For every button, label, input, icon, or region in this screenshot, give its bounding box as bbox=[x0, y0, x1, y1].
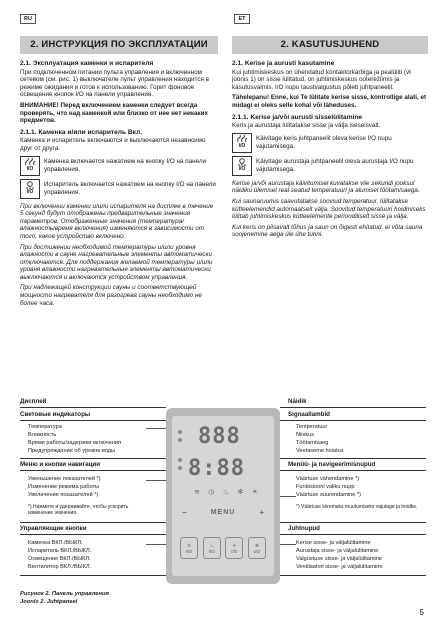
heater-io-row-et bbox=[232, 133, 428, 153]
paragraph-ru-1: При подключенном питании пульта управления и включенном сетевом (см. рис. 1) выключателе пульт управления находится в режиме ожидания и готов к использованию. Горит фоновое освещение кнопок I/O на панели управления. bbox=[20, 68, 210, 99]
label-indicators-ru: Световые индикаторы bbox=[20, 411, 91, 418]
steamer-io-text-ru: Испаритель включается нажатием на кнопку I/O на панели управления. bbox=[44, 180, 216, 196]
note-ru: *) Нажмите и удерживайте, чтобы ускорить изменение значения. bbox=[28, 504, 129, 517]
italic-et-2: Kui saunaruumis saavutatakse sooviud temperatuur, lülitatakse kütteelemendid automaatselt välja. Soovitud temperatuuri hoidmiseks lülitab juhtimiskeskus kütteelemente perioodiliselt sisse ja välja. bbox=[232, 197, 426, 221]
divider bbox=[280, 420, 426, 421]
control-panel-face bbox=[172, 416, 274, 576]
italic-ru-1: При включении каменки и/или испарителя на дисплее в течение 5 секунд будут отображены предварительные значения параметров. Отображенные значения (температура/влажность/время включения) изменяются в зависимости от того, какое устройство включено. bbox=[20, 202, 214, 240]
divider bbox=[280, 575, 426, 576]
divider bbox=[20, 575, 166, 576]
label-nav-et: Menüü- ja navigeerimisnupud bbox=[288, 461, 376, 468]
control-panel-figure bbox=[20, 394, 426, 586]
control-panel bbox=[166, 408, 280, 584]
divider bbox=[20, 470, 166, 471]
warning-et: Tähelepanu! Enne, kui Te lülitate kerise sisse, kontrollige alati, et midagi ei oleks selle kohal või läheduses. bbox=[232, 94, 427, 109]
heater-mode-icon: ≋ bbox=[194, 489, 200, 496]
divider bbox=[280, 522, 426, 523]
divider bbox=[280, 458, 426, 459]
steamer-io-icon: I/O bbox=[20, 179, 40, 199]
heater-icon: ≋ bbox=[187, 542, 191, 548]
nav-et-2: Väärtuse suurendamine *) bbox=[296, 492, 361, 498]
label-controls-ru: Управляющие кнопки bbox=[20, 525, 87, 532]
ind-et-0: Temperatuur bbox=[296, 424, 328, 430]
ind-et-3: Veetaseme hoiatus bbox=[296, 448, 344, 454]
figure-caption-et: Joonis 2. Juhtpaneel bbox=[20, 599, 78, 605]
display-top: 888 bbox=[198, 424, 241, 449]
ctrl-et-0: Kerise sisse- ja väljalülitamine bbox=[296, 540, 371, 546]
heading-2-1-et: 2.1. Kerise ja aurusti kasutamine bbox=[232, 60, 335, 67]
label-nav-ru: Меню и кнопки навигации bbox=[20, 461, 101, 468]
ctrl-ru-2: Освещение ВКЛ./ВЫКЛ. bbox=[28, 556, 91, 562]
lang-tag-ru: RU bbox=[20, 14, 36, 24]
divider bbox=[280, 534, 426, 535]
light-icon: ☀ bbox=[232, 542, 237, 548]
water-warning-indicator-icon bbox=[178, 466, 182, 470]
ctrl-et-1: Aurustaja sisse- ja väljalülitamine bbox=[296, 548, 379, 554]
steamer-onoff-button[interactable]: ♨ I/O bbox=[203, 537, 221, 559]
display-bottom: 8:88 bbox=[188, 456, 245, 481]
nav-et-1: Funktsiooni valiku nupp bbox=[296, 484, 355, 490]
italic-et-1: Kerise ja/või aurustaja käivitumisel kuvatakse viie sekundi jooksul näidiku ülemisel real seatud temperatuuri ja alumisel töötamisaega. bbox=[232, 179, 420, 195]
paragraph-ru-2: Каменка и испаритель включаются и выключаются независимо друг от друга. bbox=[20, 137, 206, 152]
divider bbox=[20, 534, 166, 535]
ind-ru-3: Предупреждение об уровне воды bbox=[28, 448, 116, 454]
nav-et-0: Väärtuse vähendamine *) bbox=[296, 476, 360, 482]
heater-onoff-button[interactable]: ≋ I/O bbox=[180, 537, 198, 559]
temperature-indicator-icon bbox=[178, 430, 182, 434]
warning-ru: ВНИМАНИЕ! Перед включением каменки следует всегда проверять, что над каменкой или близко от нее нет никаких предметов. bbox=[20, 101, 209, 125]
ctrl-ru-3: Вентилятор ВКЛ./ВЫКЛ. bbox=[28, 564, 92, 570]
steamer-mode-icon: ♨ bbox=[222, 489, 230, 496]
divider bbox=[20, 522, 166, 523]
lang-tag-et: ET bbox=[234, 14, 250, 24]
divider bbox=[20, 420, 166, 421]
ind-et-2: Töötamisaeg bbox=[296, 440, 329, 446]
divider bbox=[20, 458, 166, 459]
heading-2-1-ru: 2.1. Эксплуатация каменки и испарителя bbox=[20, 60, 154, 67]
label-display-ru: Дисплей bbox=[20, 398, 47, 405]
ind-ru-0: Температура bbox=[28, 424, 62, 430]
ind-ru-1: Влажность bbox=[28, 432, 57, 438]
divider bbox=[20, 407, 166, 408]
control-buttons-row bbox=[180, 528, 266, 568]
heater-io-icon: I/O bbox=[20, 156, 40, 176]
label-controls-et: Juhtnupud bbox=[288, 525, 320, 532]
label-display-et: Näidik bbox=[288, 398, 307, 405]
paragraph-et-1: Kui juhtimiskeskus on ühendatud kontaktorkarbiga ja pealüliti (vt joonis 1) on sisse lülitatud, on juhtimiskeskus ooterežiimis ja kasutusvalmis. I/O nupu taustvalgustus põleb juhtpaneelil. bbox=[232, 68, 411, 91]
fan-mode-icon: ✻ bbox=[237, 489, 244, 496]
nav-ru-0: Уменьшение показателей *) bbox=[28, 476, 101, 482]
heading-2-1-1-et: 2.1.1. Kerise ja/või aurusti sisselülitamine bbox=[232, 113, 363, 121]
light-onoff-button[interactable]: ☀ I/O bbox=[225, 537, 243, 559]
heater-io-text-et: Käivitage keris juhtpaneelil oleva kerise I/O nupu vajutamisega. bbox=[256, 135, 392, 150]
ind-ru-2: Время работы/задержки включения bbox=[28, 440, 122, 446]
paragraph-et-2: Keris ja aurustaja lülitatakse sisse ja välja iseseisvalt. bbox=[232, 122, 381, 130]
menu-button[interactable]: MENU bbox=[210, 508, 236, 516]
divider bbox=[280, 470, 426, 471]
heater-io-icon: I/O bbox=[232, 133, 252, 153]
humidity-indicator-icon bbox=[178, 438, 182, 442]
ctrl-ru-0: Каменка ВКЛ./ВЫКЛ. bbox=[28, 540, 83, 546]
heading-2-1-1-ru: 2.1.1. Каменка и/или испаритель Вкл. bbox=[20, 128, 143, 136]
column-ru bbox=[20, 60, 218, 310]
fan-icon: ✻ bbox=[255, 542, 259, 548]
menu-row bbox=[182, 506, 264, 518]
plus-button[interactable]: + bbox=[259, 507, 264, 517]
ctrl-ru-1: Испаритель ВКЛ./ВЫКЛ. bbox=[28, 548, 92, 554]
section-title-et: 2. KASUTUSJUHEND bbox=[232, 36, 428, 54]
divider bbox=[280, 407, 426, 408]
heater-io-row-ru bbox=[20, 156, 218, 176]
italic-et-3: Kui keris on piisavalt tõhus ja saun on õigesti ehitatud, ei võta sauna soojenemine aega üle ühe tunni. bbox=[232, 223, 423, 239]
steamer-io-row-ru bbox=[20, 179, 218, 199]
minus-button[interactable]: − bbox=[182, 507, 187, 517]
nav-ru-1: Изменение режима работы bbox=[28, 484, 100, 490]
italic-ru-2: При достижении необходимой температуры и/или уровня влажности в сауне нагревательные элементы автоматически отключаются. Для поддержания желаемой температуры и/или уровня влажности нагревательные элементы автоматически выключаются и включаются устройством управления. bbox=[20, 243, 213, 281]
section-title-ru: 2. ИНСТРУКЦИЯ ПО ЭКСПЛУАТАЦИИ bbox=[20, 36, 218, 54]
ind-et-1: Niiskus bbox=[296, 432, 315, 438]
note-et: *) Väärtuse kiiremaks muutumiseks vajutage ja hoidke. bbox=[296, 504, 418, 510]
steamer-io-text-et: Käivitage aurustaja juhtpaneelil oleva aurustaja I/O nupu vajutamisega. bbox=[256, 158, 414, 173]
steamer-io-row-et bbox=[232, 156, 428, 176]
time-indicator-icon bbox=[178, 458, 182, 462]
steamer-io-icon: I/O bbox=[232, 156, 252, 176]
ctrl-et-2: Valgustuse sisse- ja väljalülitamine bbox=[296, 556, 383, 562]
nav-ru-2: Увеличение показателей *) bbox=[28, 492, 99, 498]
clock-icon: ◷ bbox=[208, 489, 215, 496]
column-et bbox=[232, 60, 428, 242]
figure-caption-ru: Рисунок 2. Панель управления bbox=[20, 591, 109, 597]
light-mode-icon: ☀ bbox=[251, 489, 258, 496]
page-number: 5 bbox=[419, 608, 424, 617]
fan-onoff-button[interactable]: ✻ I/O bbox=[248, 537, 266, 559]
heater-io-text-ru: Каменка включается нажатием на кнопку I/O на панели управления. bbox=[44, 157, 207, 173]
italic-ru-3: При надлежащей конструкции сауны и соответствующей мощности нагревателя для разогрева сауны необходимо не более часа. bbox=[20, 284, 202, 307]
steamer-icon: ♨ bbox=[209, 542, 214, 548]
mode-icons-row bbox=[194, 488, 258, 498]
ctrl-et-3: Ventilaatori sisse- ja väljalülitamine bbox=[296, 564, 383, 570]
label-indicators-et: Signaallambid bbox=[288, 411, 330, 418]
